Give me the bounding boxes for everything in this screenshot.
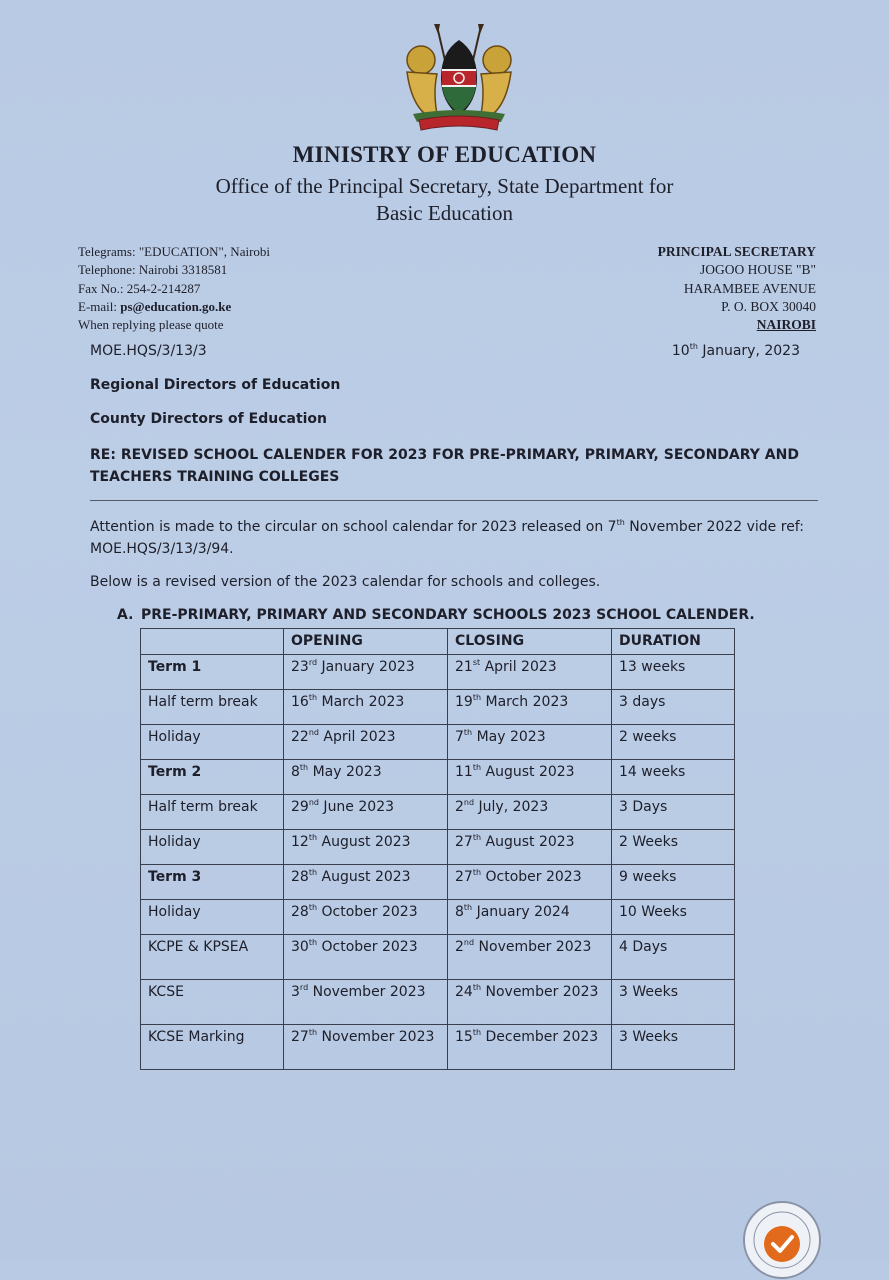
day-suffix: nd xyxy=(308,728,319,737)
closing-cell xyxy=(448,690,612,725)
contact-block xyxy=(78,243,270,334)
closing-cell xyxy=(448,980,612,1025)
address-line-1: JOGOO HOUSE "B" xyxy=(699,262,816,278)
day: 16 xyxy=(291,694,309,710)
term-cell: Half term break xyxy=(141,795,284,830)
term-cell: Holiday xyxy=(141,900,284,935)
coat-of-arms-emblem xyxy=(397,22,521,134)
date-day: 10 xyxy=(671,343,690,359)
date-suffix: th xyxy=(689,342,698,351)
day-suffix: st xyxy=(472,658,481,667)
ministry-title: MINISTRY OF EDUCATION xyxy=(292,142,597,167)
closing-cell xyxy=(448,830,612,865)
opening-cell xyxy=(284,760,448,795)
table-row xyxy=(141,900,735,935)
month-year: May 2023 xyxy=(472,729,546,745)
address-title: PRINCIPAL SECRETARY xyxy=(657,244,816,259)
section-heading xyxy=(117,607,755,623)
day-suffix: th xyxy=(472,693,482,702)
duration-cell: 4 Days xyxy=(612,935,735,980)
opening-cell xyxy=(284,690,448,725)
addressee-regional: Regional Directors of Education xyxy=(90,377,341,393)
subject-line: RE: REVISED SCHOOL CALENDER FOR 2023 FOR PRE-PRIMARY, PRIMARY, SECONDARY AND TEACHERS TRAINING COLLEGES xyxy=(90,447,799,485)
day-suffix: th xyxy=(308,938,318,947)
header-closing: CLOSING xyxy=(448,629,612,655)
day-suffix: rd xyxy=(299,983,309,992)
month-year: March 2023 xyxy=(481,694,569,710)
day: 27 xyxy=(291,1029,309,1045)
month-year: July, 2023 xyxy=(474,799,549,815)
duration-cell: 2 weeks xyxy=(612,725,735,760)
closing-cell xyxy=(448,1025,612,1070)
opening-cell xyxy=(284,980,448,1025)
term-cell: KCSE xyxy=(141,980,284,1025)
table-row xyxy=(141,690,735,725)
term-cell: KCPE & KPSEA xyxy=(141,935,284,980)
para1-text-b: November 2022 vide ref: MOE.HQS/3/13/3/94. xyxy=(90,519,804,557)
day-suffix: th xyxy=(472,833,482,842)
month-year: June 2023 xyxy=(318,799,395,815)
day: 2 xyxy=(455,799,464,815)
day-suffix: nd xyxy=(463,798,475,807)
term-cell: Term 3 xyxy=(141,865,284,900)
day: 27 xyxy=(455,869,473,885)
address-line-3: P. O. BOX 30040 xyxy=(721,298,816,314)
email-line xyxy=(78,298,270,316)
month-year: November 2023 xyxy=(317,1029,435,1045)
day-suffix: rd xyxy=(308,658,318,667)
day: 28 xyxy=(291,904,309,920)
month-year: October 2023 xyxy=(481,869,582,885)
day: 30 xyxy=(291,939,309,955)
email-address: ps@education.go.ke xyxy=(120,298,232,314)
day-suffix: nd xyxy=(463,938,475,947)
month-year: May 2023 xyxy=(308,764,382,780)
term-cell: Half term break xyxy=(141,690,284,725)
day: 15 xyxy=(455,1029,473,1045)
day: 28 xyxy=(291,869,309,885)
section-letter: A. xyxy=(117,607,134,623)
month-year: August 2023 xyxy=(481,834,575,850)
table-row xyxy=(141,865,735,900)
divider-rule xyxy=(90,500,818,501)
header-duration: DURATION xyxy=(612,629,735,655)
reply-note: When replying please quote xyxy=(78,317,224,333)
day: 29 xyxy=(291,799,309,815)
opening-cell xyxy=(284,865,448,900)
opening-cell xyxy=(284,795,448,830)
duration-cell: 2 Weeks xyxy=(612,830,735,865)
day-suffix: th xyxy=(463,728,473,737)
month-year: November 2023 xyxy=(308,984,426,1000)
month-year: November 2023 xyxy=(474,939,592,955)
closing-cell xyxy=(448,655,612,690)
fax-line: Fax No.: 254-2-214287 xyxy=(78,280,201,296)
closing-cell xyxy=(448,865,612,900)
table-row xyxy=(141,760,735,795)
day: 7 xyxy=(455,729,464,745)
day: 19 xyxy=(455,694,473,710)
month-year: October 2023 xyxy=(317,939,418,955)
month-year: March 2023 xyxy=(317,694,405,710)
month-year: April 2023 xyxy=(480,659,557,675)
letter-date xyxy=(672,343,800,359)
day: 27 xyxy=(455,834,473,850)
para1-sup: th xyxy=(616,518,625,527)
duration-cell: 3 Weeks xyxy=(612,1025,735,1070)
month-year: August 2023 xyxy=(481,764,575,780)
day: 3 xyxy=(291,984,300,1000)
office-line-2: Basic Education xyxy=(375,201,514,225)
month-year: December 2023 xyxy=(481,1029,599,1045)
day-suffix: th xyxy=(472,868,482,877)
header-opening: OPENING xyxy=(284,629,448,655)
opening-cell xyxy=(284,830,448,865)
body-paragraph-1 xyxy=(90,516,820,560)
addressee-county: County Directors of Education xyxy=(90,411,328,427)
opening-cell xyxy=(284,935,448,980)
telegrams-line: Telegrams: "EDUCATION", Nairobi xyxy=(78,244,271,259)
table-row xyxy=(141,935,735,980)
day-suffix: th xyxy=(472,1028,482,1037)
day: 8 xyxy=(291,764,300,780)
day-suffix: th xyxy=(308,693,318,702)
address-block xyxy=(658,243,816,334)
month-year: November 2023 xyxy=(481,984,599,1000)
office-line-1: Office of the Principal Secretary, State Department for xyxy=(215,174,674,198)
closing-cell xyxy=(448,900,612,935)
address-line-2: HARAMBEE AVENUE xyxy=(683,280,816,296)
closing-cell xyxy=(448,725,612,760)
opening-cell xyxy=(284,725,448,760)
day-suffix: th xyxy=(472,763,482,772)
month-year: August 2023 xyxy=(317,869,411,885)
opening-cell xyxy=(284,1025,448,1070)
duration-cell: 3 Weeks xyxy=(612,980,735,1025)
day-suffix: th xyxy=(308,1028,318,1037)
day: 21 xyxy=(455,659,473,675)
day-suffix: th xyxy=(308,868,318,877)
table-row xyxy=(141,655,735,690)
header-term xyxy=(141,629,284,655)
term-cell: KCSE Marking xyxy=(141,1025,284,1070)
closing-cell xyxy=(448,935,612,980)
day: 8 xyxy=(455,904,464,920)
month-year: August 2023 xyxy=(317,834,411,850)
day-suffix: th xyxy=(299,763,309,772)
section-title: PRE-PRIMARY, PRIMARY AND SECONDARY SCHOOLS 2023 SCHOOL CALENDER. xyxy=(141,607,755,623)
telephone-line: Telephone: Nairobi 3318581 xyxy=(78,262,228,278)
table-row xyxy=(141,980,735,1025)
opening-cell xyxy=(284,655,448,690)
duration-cell: 3 Days xyxy=(612,795,735,830)
month-year: April 2023 xyxy=(318,729,396,745)
duration-cell: 10 Weeks xyxy=(612,900,735,935)
month-year: January 2024 xyxy=(472,904,570,920)
closing-cell xyxy=(448,795,612,830)
day: 12 xyxy=(291,834,309,850)
school-calendar-table xyxy=(140,628,735,1070)
opening-cell xyxy=(284,900,448,935)
table-row xyxy=(141,830,735,865)
day-suffix: th xyxy=(308,833,318,842)
table-row xyxy=(141,795,735,830)
day: 22 xyxy=(291,729,309,745)
para1-text-a: Attention is made to the circular on school calendar for 2023 released on 7 xyxy=(90,519,617,535)
month-year: January 2023 xyxy=(317,659,415,675)
duration-cell: 13 weeks xyxy=(612,655,735,690)
table-row xyxy=(141,725,735,760)
day-suffix: th xyxy=(472,983,482,992)
address-city: NAIROBI xyxy=(756,317,816,333)
reference-number: MOE.HQS/3/13/3 xyxy=(90,343,207,359)
duration-cell: 14 weeks xyxy=(612,760,735,795)
day-suffix: th xyxy=(463,903,473,912)
term-cell: Holiday xyxy=(141,725,284,760)
certification-badge xyxy=(742,1200,822,1280)
email-label: E-mail: xyxy=(78,298,121,314)
day: 2 xyxy=(455,939,464,955)
day: 23 xyxy=(291,659,309,675)
term-cell: Term 1 xyxy=(141,655,284,690)
body-paragraph-2: Below is a revised version of the 2023 calendar for schools and colleges. xyxy=(90,574,601,590)
date-rest: January, 2023 xyxy=(697,343,800,359)
table-header-row xyxy=(141,629,735,655)
term-cell: Holiday xyxy=(141,830,284,865)
duration-cell: 3 days xyxy=(612,690,735,725)
closing-cell xyxy=(448,760,612,795)
day: 24 xyxy=(455,984,473,1000)
day-suffix: nd xyxy=(308,798,319,807)
day-suffix: th xyxy=(308,903,318,912)
term-cell: Term 2 xyxy=(141,760,284,795)
table-row xyxy=(141,1025,735,1070)
month-year: October 2023 xyxy=(317,904,418,920)
day: 11 xyxy=(455,764,473,780)
duration-cell: 9 weeks xyxy=(612,865,735,900)
